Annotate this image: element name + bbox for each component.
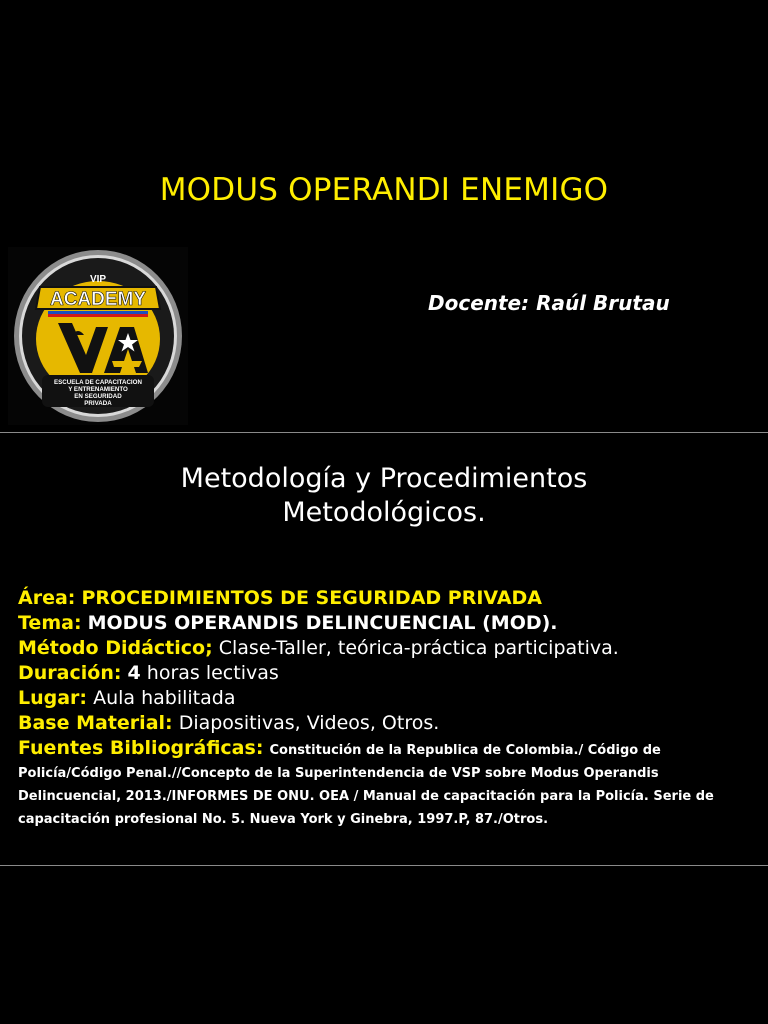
fuentes-colon: : bbox=[255, 737, 264, 759]
metodo-row bbox=[18, 636, 758, 661]
methodology-heading-line-1: Metodología y Procedimientos bbox=[180, 463, 588, 494]
logo-line-1: ESCUELA DE CAPACITACION bbox=[54, 379, 142, 386]
lugar-label: Lugar: bbox=[18, 687, 88, 709]
base-value: Diapositivas, Videos, Otros. bbox=[178, 712, 440, 734]
methodology-heading-line-2: Metodológicos. bbox=[282, 497, 486, 528]
logo-line-2: Y ENTRENAMIENTO bbox=[68, 386, 128, 393]
tema-label: Tema: bbox=[18, 612, 82, 634]
slide-title bbox=[0, 0, 768, 432]
base-label: Base Material: bbox=[18, 712, 173, 734]
instructor-name: Docente: Raúl Brutau bbox=[428, 291, 670, 315]
fuentes-label: Fuentes Bibliográficas bbox=[18, 737, 256, 759]
course-info bbox=[18, 586, 758, 830]
logo-line-3: EN SEGURIDAD bbox=[74, 393, 122, 400]
logo-vip-text: VIP bbox=[89, 274, 107, 285]
tema-value: MODUS OPERANDIS DELINCUENCIAL (MOD). bbox=[87, 612, 558, 634]
lugar-value: Aula habilitada bbox=[93, 687, 236, 709]
fuentes-text: Constitución de la Republica de Colombia./ Código de Policía/Código Penal.//Concepto de la Superintendencia de VSP sobre Modus Operandis Delincuencial, 2013./INFORMES DE ONU. OEA / Manual de capacitación para la Policía. Serie de capacitación profesional No. 5. Nueva York y Ginebra, 1997.P, 87./Otros. bbox=[18, 743, 714, 827]
area-label: Área: bbox=[18, 587, 76, 609]
area-value: PROCEDIMIENTOS DE SEGURIDAD PRIVADA bbox=[81, 587, 543, 609]
slide-methodology bbox=[0, 434, 768, 864]
duracion-number: 4 bbox=[127, 662, 141, 684]
base-row bbox=[18, 711, 758, 736]
duracion-label: Duración: bbox=[18, 662, 122, 684]
fuentes-row bbox=[18, 738, 758, 830]
slide-title-heading: MODUS OPERANDI ENEMIGO bbox=[159, 172, 609, 208]
methodology-heading bbox=[0, 462, 768, 530]
slide-divider-top bbox=[0, 432, 768, 433]
duracion-value: horas lectivas bbox=[146, 662, 279, 684]
metodo-label: Método Didáctico; bbox=[18, 637, 213, 659]
area-row bbox=[18, 586, 758, 611]
logo-academy-text: ACADEMY bbox=[49, 289, 147, 310]
logo-line-4: PRIVADA bbox=[84, 400, 112, 407]
tema-row bbox=[18, 611, 758, 636]
academy-logo bbox=[8, 247, 188, 425]
lugar-row bbox=[18, 686, 758, 711]
slide-divider-bottom bbox=[0, 865, 768, 866]
duracion-row bbox=[18, 661, 758, 686]
metodo-value: Clase-Taller, teórica-práctica participativa. bbox=[218, 637, 619, 659]
